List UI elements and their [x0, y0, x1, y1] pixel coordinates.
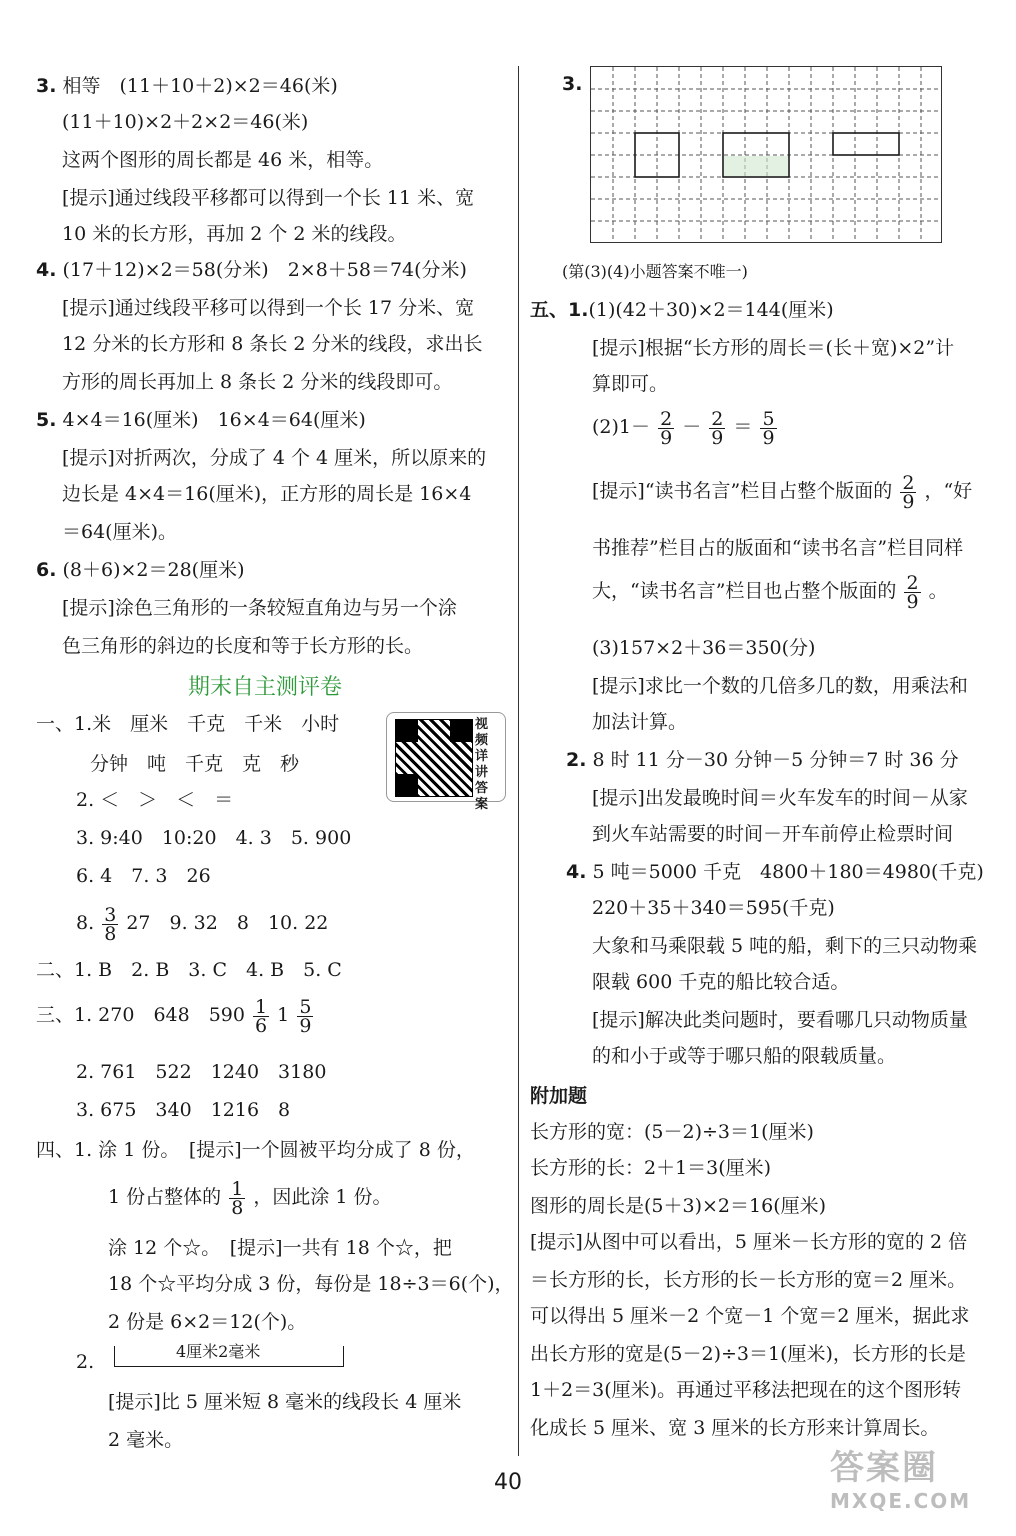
extra-hint1: [提示]从图中可以看出，5 厘米－长方形的宽的 2 倍	[530, 1231, 968, 1253]
q5-hint2: 边长是 4×4＝16(厘米)，正方形的周长是 16×4	[62, 483, 472, 505]
part5-text2a: (2)1－	[592, 416, 651, 438]
q3-line3: 这两个图形的周长都是 46 米，相等。	[62, 149, 384, 171]
q8-number: 8.	[76, 912, 95, 934]
column-divider	[518, 66, 519, 1456]
part1-q2: 2. ＜ ＞ ＜ ＝	[76, 789, 234, 811]
frac2-numerator: 5	[299, 995, 312, 1018]
part3-frac1	[253, 995, 269, 1037]
part4-text1: 1. 涂 1 份。 [提示]一个圆被平均分成了 8 份，	[74, 1139, 475, 1161]
r-q4-text: 5 吨＝5000 千克 4800＋180＝4980(千克)	[592, 861, 984, 883]
part3-line2: 2. 761 522 1240 3180	[76, 1061, 327, 1083]
part5-hint3b: ，“好	[924, 480, 973, 502]
q4-number: 4.	[36, 259, 57, 281]
part4-text2b: ，因此涂 1 份。	[253, 1186, 392, 1208]
part1-q3: 3. 9:40 10:20 4. 3 5. 900	[76, 827, 352, 849]
extra-line2: 长方形的长：2＋1＝3(厘米)	[530, 1157, 772, 1179]
part3-line3: 3. 675 340 1216 8	[76, 1099, 291, 1121]
q5-text: 4×4＝16(厘米) 16×4＝64(厘米)	[62, 409, 366, 431]
r-q2-line1	[566, 748, 959, 772]
part4-line5: 2 份是 6×2＝12(个)。	[108, 1311, 307, 1333]
q5-number: 5.	[36, 409, 57, 431]
frac1-denominator: 6	[255, 1014, 268, 1037]
qr-code-icon[interactable]	[395, 719, 473, 797]
q5-hint1: [提示]对折两次，分成了 4 个 4 厘米，所以原来的	[62, 447, 487, 469]
qr-caption: 视频详讲答案	[475, 717, 489, 812]
q6-line1	[36, 558, 245, 582]
part4-hint1: [提示]比 5 厘米短 8 毫米的线段长 4 厘米	[108, 1391, 462, 1413]
part3-text1: 1. 270 648 590	[74, 1004, 245, 1026]
part4-denominator: 8	[231, 1196, 244, 1219]
extra-line3: 图形的周长是(5＋3)×2＝16(厘米)	[530, 1195, 827, 1217]
part4-line1	[36, 1138, 475, 1162]
part4-line3: 涂 12 个☆。 [提示]一共有 18 个☆，把	[108, 1237, 452, 1259]
q4-text: (17＋12)×2＝58(分米) 2×8＋58＝74(分米)	[62, 259, 467, 281]
frac-b-numerator: 2	[711, 407, 724, 430]
q6-hint1: [提示]涂色三角形的一条较短直角边与另一个涂	[62, 597, 457, 619]
r-q4-hint1: [提示]解决此类问题时，要看哪几只动物质量	[592, 1009, 968, 1031]
q3-line1	[36, 74, 338, 98]
part5-hint4: 书推荐”栏目占的版面和“读书名言”栏目同样	[592, 537, 964, 559]
part1-text1: 米 厘米 千克 千米 小时	[92, 713, 340, 735]
part3-label: 三、	[36, 1004, 75, 1026]
frac2-denominator: 9	[299, 1014, 312, 1037]
frac-b-denominator: 9	[711, 426, 724, 449]
r-q4-line1	[566, 860, 984, 884]
q4-hint3: 方形的周长再加上 8 条长 2 分米的线段即可。	[62, 371, 453, 393]
part5-hint7: 加法计算。	[592, 711, 688, 733]
q8-denominator: 8	[104, 922, 117, 945]
part1-q6: 6. 4 7. 3 26	[76, 865, 211, 887]
part5-hint2: 算即可。	[592, 373, 669, 395]
q6-hint2: 色三角形的斜边的长度和等于长方形的长。	[62, 635, 424, 657]
part1-label: 一、1.	[36, 713, 93, 735]
part3-text2: 1	[277, 1004, 290, 1026]
r-q2-hint1: [提示]出发最晚时间＝火车发车的时间－从家	[592, 787, 968, 809]
q3-number: 3.	[36, 75, 57, 97]
frac-c-denominator: 9	[762, 426, 775, 449]
q8-rest: 27 9. 32 8 10. 22	[126, 912, 329, 934]
r-q4-line2: 220＋35＋340＝595(千克)	[592, 897, 835, 919]
rectangle-shape-2	[833, 133, 899, 155]
extra-hint3: 可以得出 5 厘米－2 个宽－1 个宽＝2 厘米，据此求	[530, 1305, 970, 1327]
part5-hint3-frac	[900, 471, 916, 513]
q8-numerator: 3	[104, 903, 117, 926]
hint3-numerator: 2	[902, 471, 915, 494]
watermark-logo	[830, 1440, 1000, 1530]
grid-note: (第(3)(4)小题答案不唯一)	[562, 262, 748, 281]
part5-frac-a	[658, 407, 674, 449]
grid-svg	[591, 67, 941, 242]
q5-line1	[36, 408, 366, 432]
part2-label: 二、	[36, 959, 75, 981]
r-q4-hint2: 的和小于或等于哪只船的限载质量。	[592, 1045, 897, 1067]
part5-line2	[592, 404, 779, 450]
q4-line1	[36, 258, 467, 282]
part4-text2a: 1 份占整体的	[108, 1186, 222, 1208]
part5-hint5	[592, 568, 948, 614]
q3-hint2: 10 米的长方形，再加 2 个 2 米的线段。	[62, 223, 407, 245]
r-q4-number: 4.	[566, 861, 587, 883]
extra-title: 附加题	[530, 1085, 588, 1107]
page-number: 40	[494, 1470, 522, 1495]
frac1-numerator: 1	[255, 995, 268, 1018]
part5-hint3a: [提示]“读书名言”栏目占整个版面的	[592, 480, 893, 502]
part3-line1	[36, 992, 315, 1038]
part4-numerator: 1	[231, 1177, 244, 1200]
watermark-line2: MXQE.COM	[830, 1489, 972, 1513]
part5-line3: (3)157×2＋36＝350(分)	[592, 637, 816, 659]
extra-hint6: 化成长 5 厘米、宽 3 厘米的长方形来计算周长。	[530, 1417, 940, 1439]
frac-c-numerator: 5	[762, 407, 775, 430]
part5-text2b: －	[682, 416, 702, 438]
part5-hint5a: 大，“读书名言”栏目也占整个版面的	[592, 580, 897, 602]
section-title: 期末自主测评卷	[188, 675, 343, 700]
r-q2-text: 8 时 11 分－30 分钟－5 分钟＝7 时 36 分	[592, 749, 959, 771]
q6-text: (8＋6)×2＝28(厘米)	[62, 559, 245, 581]
hint5-numerator: 2	[906, 571, 919, 594]
part4-label: 四、	[36, 1139, 75, 1161]
r-q2-hint2: 到火车站需要的时间－开车前停止检票时间	[592, 823, 954, 845]
part4-line2	[108, 1174, 392, 1220]
hint5-denominator: 9	[906, 590, 919, 613]
part5-hint6: [提示]求比一个数的几倍多几的数，用乘法和	[592, 675, 968, 697]
part5-frac-b	[709, 407, 725, 449]
part5-label: 五、1.	[530, 299, 589, 321]
part4-hint2: 2 毫米。	[108, 1429, 184, 1451]
q5-hint3: ＝64(厘米)。	[62, 521, 178, 543]
part1-line1	[36, 712, 339, 736]
q3-hint1: [提示]通过线段平移都可以得到一个长 11 米、宽	[62, 187, 475, 209]
r-q2-number: 2.	[566, 749, 587, 771]
grid-figure	[590, 66, 942, 243]
part5-text1: (1)(42＋30)×2＝144(厘米)	[588, 299, 834, 321]
extra-line1: 长方形的宽：(5－2)÷3＝1(厘米)	[530, 1121, 814, 1143]
q6-number: 6.	[36, 559, 57, 581]
part5-hint3	[592, 468, 972, 514]
q3-text: 相等 (11＋10＋2)×2＝46(米)	[62, 75, 338, 97]
q4-hint2: 12 分米的长方形和 8 条长 2 分米的线段，求出长	[62, 333, 483, 355]
segment-label: 4厘米2毫米	[176, 1342, 261, 1361]
part5-frac-c	[760, 407, 776, 449]
part5-hint5-frac	[904, 571, 920, 613]
part5-line1	[530, 298, 834, 322]
extra-hint4: 出长方形的宽是(5－2)÷3＝1(厘米)，长方形的长是	[530, 1343, 966, 1365]
frac-a-numerator: 2	[660, 407, 673, 430]
q4-hint1: [提示]通过线段平移可以得到一个长 17 分米、宽	[62, 297, 475, 319]
part1-q8	[76, 900, 328, 946]
q3-line2: (11＋10)×2＋2×2＝46(米)	[62, 111, 309, 133]
extra-hint2: ＝长方形的长，长方形的长－长方形的宽＝2 厘米。	[530, 1269, 967, 1291]
part3-frac2	[297, 995, 313, 1037]
part2-text: 1. B 2. B 3. C 4. B 5. C	[74, 959, 342, 981]
r-q3-number: 3.	[562, 73, 583, 95]
hint3-denominator: 9	[902, 490, 915, 513]
watermark-line1: 答案圈	[830, 1448, 938, 1488]
part1-text2: 分钟 吨 千克 克 秒	[90, 753, 300, 775]
part4-fraction	[229, 1177, 245, 1219]
part4-line4: 18 个☆平均分成 3 份，每份是 18÷3＝6(个)，	[108, 1273, 514, 1295]
part5-hint1: [提示]根据“长方形的周长＝(长＋宽)×2”计	[592, 337, 955, 359]
extra-hint5: 1＋2＝3(厘米)。再通过平移法把现在的这个图形转	[530, 1379, 962, 1401]
qr-code-box[interactable]	[386, 712, 506, 812]
part5-hint5b: 。	[928, 580, 948, 602]
highlight-shade	[724, 156, 788, 176]
q8-fraction	[102, 903, 118, 945]
r-q4-line3: 大象和马乘限载 5 吨的船，剩下的三只动物乘	[592, 935, 978, 957]
part5-text2c: ＝	[733, 416, 753, 438]
r-q4-line4: 限载 600 千克的船比较合适。	[592, 971, 850, 993]
part4-q2-number: 2.	[76, 1351, 95, 1373]
part2-line	[36, 958, 342, 982]
frac-a-denominator: 9	[660, 426, 673, 449]
